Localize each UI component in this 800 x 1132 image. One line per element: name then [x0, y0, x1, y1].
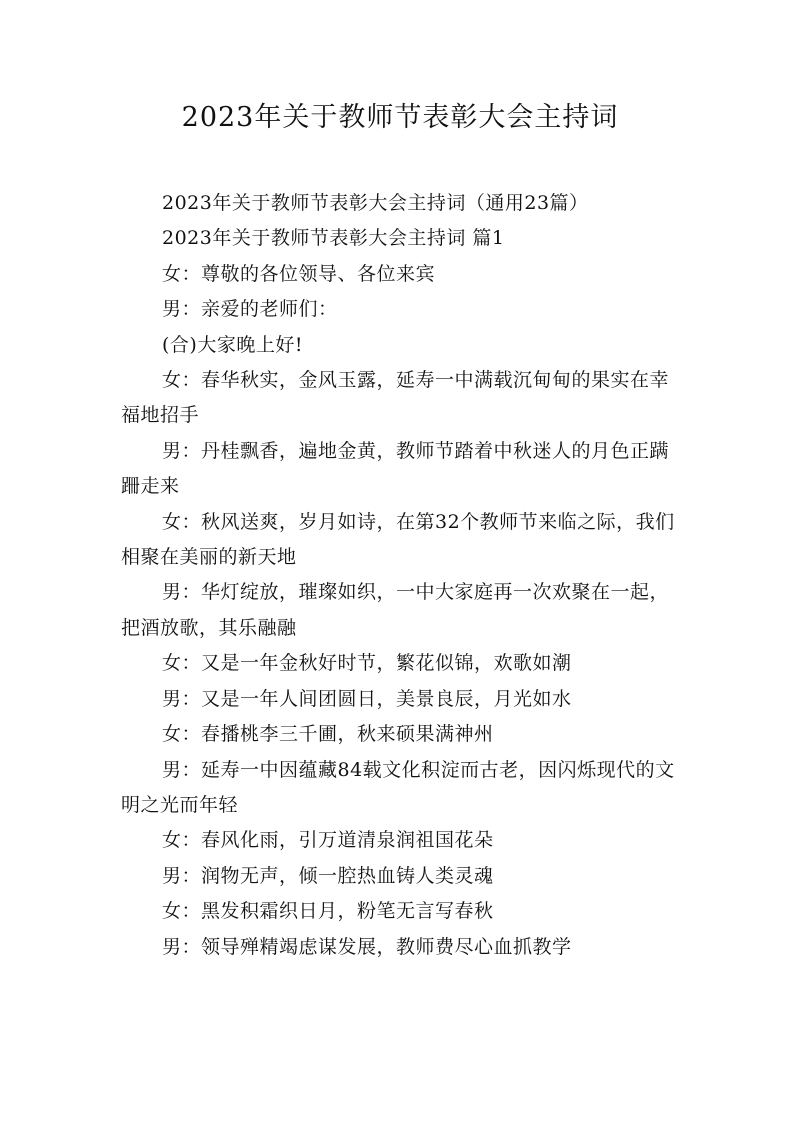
paragraph: 女：秋风送爽，岁月如诗，在第32个教师节来临之际，我们相聚在美丽的新天地: [121, 510, 675, 569]
document-title: 2023年关于教师节表彰大会主持词: [181, 102, 619, 133]
paragraph: (合)大家晚上好!: [162, 333, 303, 356]
paragraph: 男：润物无声，倾一腔热血铸人类灵魂: [162, 864, 494, 887]
paragraph-section-heading: 2023年关于教师节表彰大会主持词 篇1: [162, 227, 505, 250]
document-body: [121, 186, 684, 965]
paragraph: 女：黑发积霜织日月，粉笔无言写春秋: [162, 900, 494, 923]
paragraph: 女：尊敬的各位领导、各位来宾: [162, 262, 436, 285]
paragraph: 男：领导殚精竭虑谋发展，教师费尽心血抓教学: [162, 935, 572, 958]
paragraph: 男：又是一年人间团圆日，美景良辰，月光如水: [162, 687, 572, 710]
paragraph: 女：又是一年金秋好时节，繁花似锦，欢歌如潮: [162, 652, 572, 675]
paragraph: 男：亲爱的老师们：: [162, 298, 338, 321]
paragraph: 女：春播桃李三千圃，秋来硕果满神州: [162, 723, 494, 746]
paragraph-subtitle: 2023年关于教师节表彰大会主持词（通用23篇）: [162, 192, 589, 214]
paragraph: 男：华灯绽放，璀璨如织，一中大家庭再一次欢聚在一起，把酒放歌，其乐融融: [121, 581, 670, 639]
paragraph: 女：春风化雨，引万道清泉润祖国花朵: [162, 829, 494, 852]
paragraph: 女：春华秋实，金风玉露，延寿一中满载沉甸甸的果实在幸福地招手: [121, 369, 670, 427]
paragraph: 男：延寿一中因蕴藏84载文化积淀而古老，因闪烁现代的文明之光而年轻: [121, 758, 675, 816]
paragraph: 男：丹桂飘香，遍地金黄，教师节踏着中秋迷人的月色正蹒跚走来: [121, 439, 670, 498]
